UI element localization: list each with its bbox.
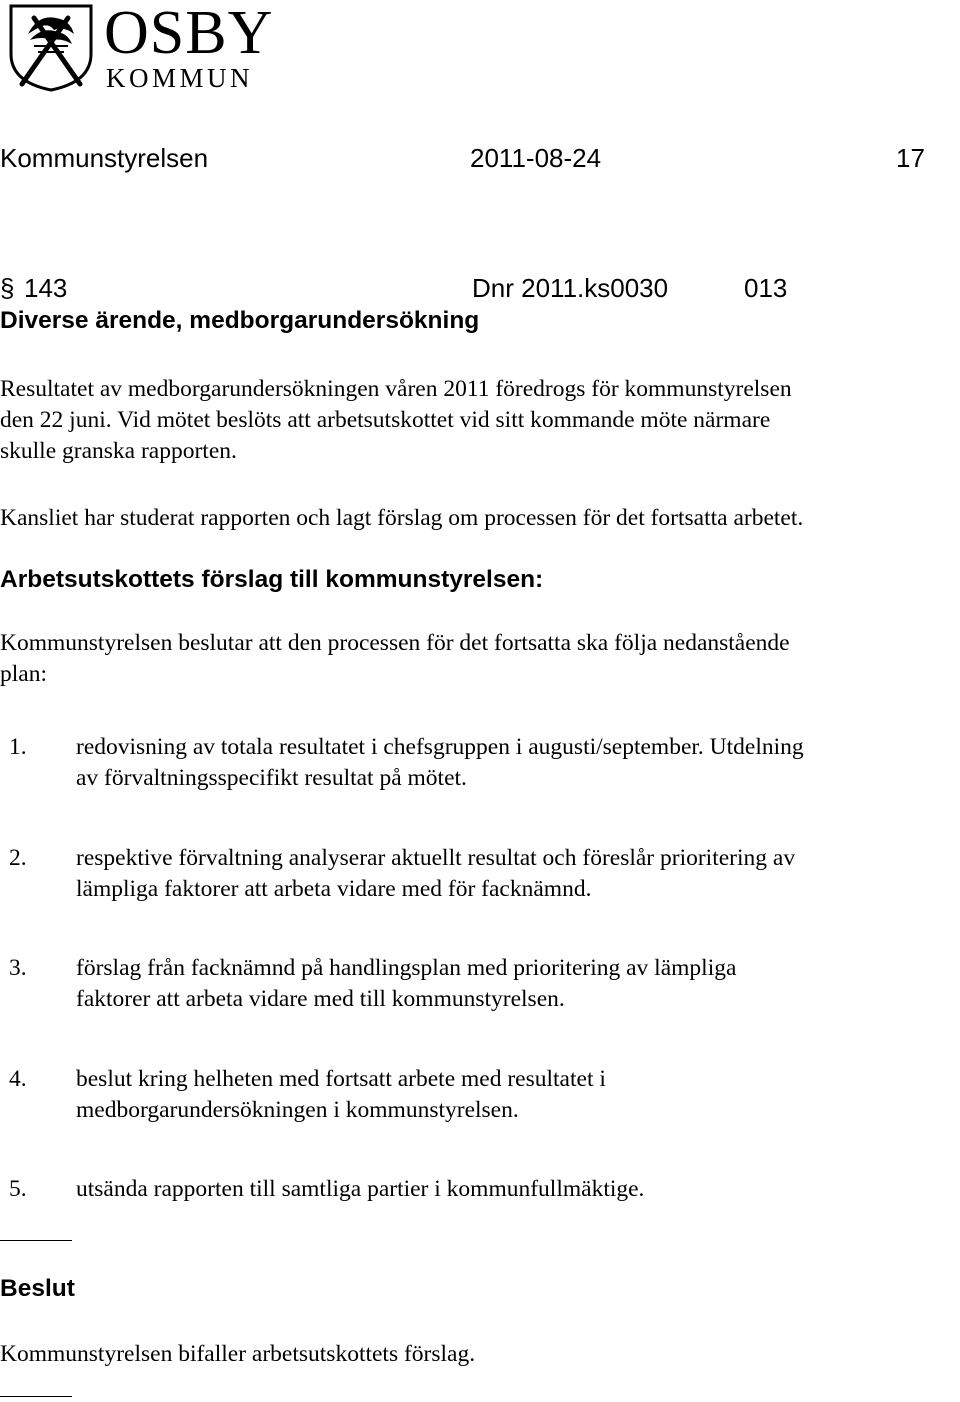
decision-heading: Beslut	[0, 1275, 75, 1302]
paragraph-2: Kansliet har studerat rapporten och lagt förslag om processen för det fortsatta arbetet.	[0, 505, 804, 531]
list-item-line: utsända rapporten till samtliga partier i kommunfullmäktige.	[76, 1176, 645, 1202]
list-item-line: respektive förvaltning analyserar aktuellt resultat och föreslår prioritering av	[76, 845, 796, 871]
section-symbol: §	[0, 273, 15, 303]
header-page-number: 17	[896, 143, 925, 173]
list-item-line: förslag från facknämnd på handlingsplan med prioritering av lämpliga	[76, 955, 737, 981]
list-item-number: 4.	[9, 1066, 27, 1092]
list-item-line: av förvaltningsspecifikt resultat på mötet.	[76, 765, 467, 791]
item-title: Diverse ärende, medborgarundersökning	[0, 307, 480, 334]
paragraph-1-line: Resultatet av medborgarundersökningen våren 2011 föredrogs för kommunstyrelsen	[0, 376, 792, 402]
paragraph-1	[0, 374, 960, 467]
list-item-line: faktorer att arbeta vidare med till kommunstyrelsen.	[76, 986, 565, 1012]
paragraph-1-line: skulle granska rapporten.	[0, 438, 237, 464]
separator-rule	[0, 1396, 72, 1397]
paragraph-1-line: den 22 juni. Vid mötet beslöts att arbetsutskottet vid sitt kommande möte närmare	[0, 407, 771, 433]
list-item-line: redovisning av totala resultatet i chefsgruppen i augusti/september. Utdelning	[76, 734, 804, 760]
paragraph-3	[0, 628, 960, 690]
list-item-number: 3.	[9, 955, 27, 981]
list-item-line: lämpliga faktorer att arbeta vidare med för facknämnd.	[76, 876, 592, 902]
list-item-line: beslut kring helheten med fortsatt arbete med resultatet i	[76, 1066, 606, 1092]
osby-coat-of-arms-logo	[8, 4, 94, 92]
list-item-line: medborgarundersökningen i kommunstyrelsen.	[76, 1097, 519, 1123]
list-item-number: 5.	[9, 1176, 27, 1202]
proposal-heading: Arbetsutskottets förslag till kommunstyrelsen:	[0, 566, 544, 593]
header-date: 2011-08-24	[470, 143, 602, 173]
logo-wordmark-osby: OSBY	[104, 0, 274, 67]
item-dnr: Dnr 2011.ks0030	[472, 273, 669, 303]
paragraph-3-line: Kommunstyrelsen beslutar att den processen för det fortsatta ska följa nedanstående	[0, 630, 790, 656]
paragraph-3-line: plan:	[0, 661, 47, 687]
item-number: 143	[24, 273, 68, 303]
item-code: 013	[744, 273, 788, 303]
separator-rule	[0, 1240, 72, 1241]
header-body: Kommunstyrelsen	[0, 143, 209, 173]
decision-text: Kommunstyrelsen bifaller arbetsutskottets förslag.	[0, 1341, 476, 1367]
list-item-number: 2.	[9, 845, 27, 871]
logo-wordmark-kommun: KOMMUN	[106, 63, 254, 93]
list-item-number: 1.	[9, 734, 27, 760]
